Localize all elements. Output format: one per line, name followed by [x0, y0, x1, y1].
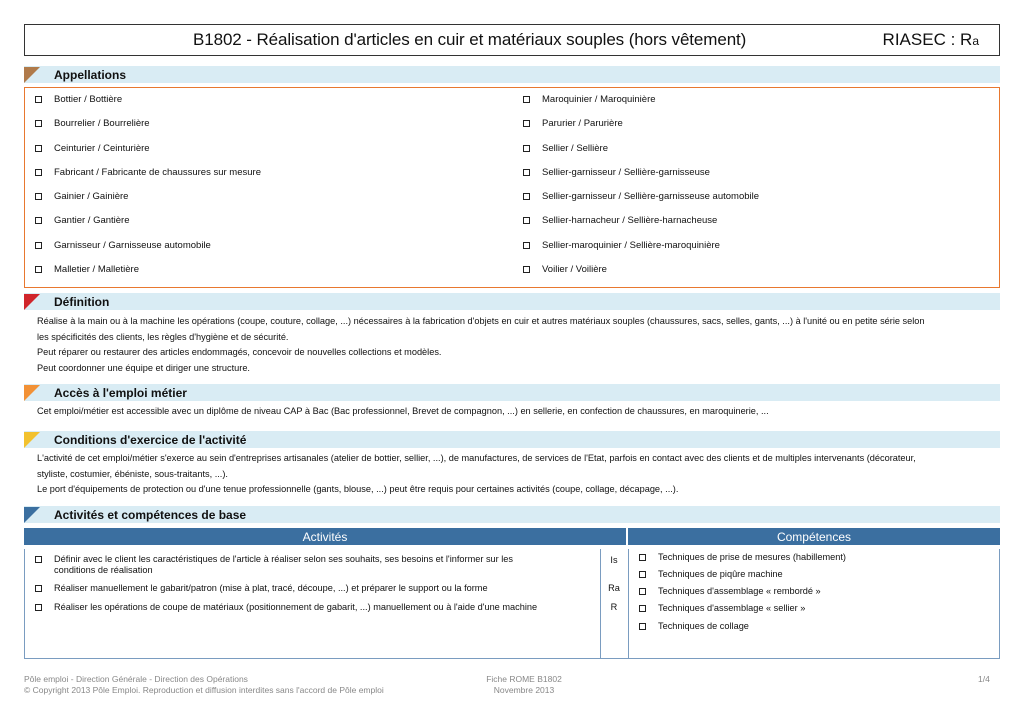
- footer-middle: [478, 674, 570, 696]
- appellation-label: Malletier / Malletière: [54, 264, 139, 276]
- appellation-label: Bourrelier / Bourrelière: [54, 118, 150, 130]
- checkbox-icon: [35, 266, 42, 273]
- section-conditions: [24, 431, 1000, 448]
- column-header-competences: Compétences: [628, 528, 1000, 545]
- appellation-item: [35, 167, 261, 191]
- flag-icon: [24, 507, 40, 523]
- flag-icon: [24, 385, 40, 401]
- appellation-item: [35, 191, 261, 215]
- activity-text: Réaliser manuellement le gabarit/patron (mise à plat, tracé, découpe, ...) et préparer le support ou la forme: [54, 583, 488, 593]
- footer-left: [24, 674, 384, 696]
- competence-text: Techniques de prise de mesures (habillement): [658, 552, 846, 562]
- title-box: [24, 24, 1000, 56]
- section-appellations: [24, 66, 1000, 83]
- appellation-item: [35, 215, 261, 239]
- checkbox-icon: [35, 96, 42, 103]
- competence-item: [639, 603, 805, 613]
- conditions-text: [37, 451, 987, 498]
- competence-item: [639, 569, 783, 579]
- definition-line: Réalise à la main ou à la machine les opérations (coupe, couture, collage, ...) nécessaires à la fabrication d'objets en cuir et autres matériaux souples (chaussures, sacs, selles, gants, ...) à l'unité ou en petite série selon: [37, 316, 925, 326]
- competence-text: Techniques d'assemblage « rembordé »: [658, 586, 821, 596]
- acces-line: Cet emploi/métier est accessible avec un diplôme de niveau CAP à Bac (Bac professionnel, Brevet de compagnon, ...) en sellerie, en confection de chaussures, en maroquinerie, ...: [37, 406, 769, 416]
- section-title: Conditions d'exercice de l'activité: [54, 432, 247, 447]
- page-title: B1802 - Réalisation d'articles en cuir et matériaux souples (hors vêtement): [193, 30, 747, 49]
- activities-table-body: [24, 549, 1000, 659]
- activity-text-cont: conditions de réalisation: [54, 565, 153, 575]
- checkbox-icon: [35, 193, 42, 200]
- appellation-label: Sellier-maroquinier / Sellière-maroquinière: [542, 239, 720, 251]
- section-acces: [24, 384, 1000, 401]
- riasec-code: [883, 30, 979, 50]
- activity-item: [35, 554, 575, 576]
- riasec-badge: Ra: [608, 583, 620, 593]
- column-header-activites: Activités: [24, 528, 626, 545]
- checkbox-icon: [35, 556, 42, 563]
- activity-text: Réaliser les opérations de coupe de matériaux (positionnement de gabarit, ...) manuellement ou à l'aide d'une machine: [54, 602, 538, 612]
- appellation-item: [35, 118, 261, 142]
- checkbox-icon: [523, 266, 530, 273]
- riasec-badge: R: [610, 602, 618, 612]
- competence-text: Techniques de piqûre machine: [658, 569, 783, 579]
- appellation-item: [523, 191, 759, 215]
- appellation-item: [35, 264, 261, 288]
- appellation-item: [35, 143, 261, 167]
- checkbox-icon: [35, 120, 42, 127]
- section-definition: [24, 293, 1000, 310]
- definition-line: les spécificités des clients, les règles d'hygiène et de sécurité.: [37, 331, 289, 342]
- checkbox-icon: [639, 605, 646, 612]
- section-title: Appellations: [54, 67, 127, 82]
- activity-item: [35, 602, 595, 613]
- section-title: Activités et compétences de base: [54, 507, 247, 522]
- checkbox-icon: [35, 585, 42, 592]
- appellation-label: Sellier / Sellière: [542, 142, 608, 154]
- appellation-label: Bottier / Bottière: [54, 94, 123, 105]
- activity-item: [35, 583, 575, 594]
- checkbox-icon: [523, 217, 530, 224]
- appellation-item: [35, 240, 261, 264]
- appellation-label: Sellier-garnisseur / Sellière-garnisseuse: [542, 166, 710, 178]
- competence-text: Techniques d'assemblage « sellier »: [658, 603, 806, 613]
- competence-item: [639, 552, 846, 562]
- activities-table: [24, 528, 1000, 659]
- definition-text: [37, 314, 987, 376]
- checkbox-icon: [35, 169, 42, 176]
- appellation-label: Maroquinier / Maroquinière: [542, 94, 656, 105]
- checkbox-icon: [523, 242, 530, 249]
- appellations-right-column: [523, 94, 759, 288]
- checkbox-icon: [523, 145, 530, 152]
- competence-text: Techniques de collage: [658, 621, 749, 631]
- appellation-item: [523, 215, 759, 239]
- appellation-item: [523, 240, 759, 264]
- checkbox-icon: [35, 145, 42, 152]
- appellation-item: [523, 94, 759, 118]
- appellations-left-column: [35, 94, 261, 288]
- checkbox-icon: [639, 588, 646, 595]
- checkbox-icon: [639, 623, 646, 630]
- appellation-item: [523, 118, 759, 142]
- appellation-item: [523, 167, 759, 191]
- footer-copyright: © Copyright 2013 Pôle Emploi. Reproduction et diffusion interdites sans l'accord de Pôle emploi: [24, 685, 384, 695]
- checkbox-icon: [35, 242, 42, 249]
- appellation-label: Parurier / Parurière: [542, 118, 623, 130]
- appellation-label: Voilier / Voilière: [542, 264, 607, 276]
- appellation-label: Gainier / Gainière: [54, 191, 129, 203]
- checkbox-icon: [523, 193, 530, 200]
- appellation-label: Sellier-garnisseur / Sellière-garnisseuse automobile: [542, 191, 760, 203]
- riasec-label: RIASEC :: [882, 30, 956, 49]
- checkbox-icon: [35, 604, 42, 611]
- appellation-label: Sellier-harnacheur / Sellière-harnacheuse: [542, 215, 718, 227]
- appellation-label: Gantier / Gantière: [54, 215, 130, 227]
- appellation-item: [523, 264, 759, 288]
- checkbox-icon: [35, 217, 42, 224]
- appellation-item: [35, 94, 261, 118]
- footer-org: Pôle emploi - Direction Générale - Direction des Opérations: [24, 674, 248, 684]
- appellation-label: Fabricant / Fabricante de chaussures sur mesure: [54, 166, 261, 178]
- acces-text: [37, 404, 987, 420]
- appellation-label: Garnisseur / Garnisseuse automobile: [54, 239, 211, 251]
- page-number: 1/4: [978, 674, 990, 684]
- definition-line: Peut réparer ou restaurer des articles endommagés, concevoir de nouvelles collections et modèles.: [37, 347, 442, 357]
- checkbox-icon: [523, 96, 530, 103]
- definition-line: Peut coordonner une équipe et diriger une structure.: [37, 362, 250, 373]
- appellation-label: Ceinturier / Ceinturière: [54, 142, 150, 154]
- section-title: Définition: [54, 294, 110, 309]
- riasec-badge: Is: [610, 555, 618, 565]
- competence-item: [639, 621, 749, 631]
- checkbox-icon: [639, 554, 646, 561]
- conditions-line: styliste, costumier, ébéniste, sous-traitants, ...).: [37, 468, 228, 479]
- conditions-line: Le port d'équipements de protection ou d'une tenue professionnelle (gants, blouse, ...) peut être requis pour certaines activités (coupe, collage, décapage, ...).: [37, 484, 679, 494]
- appellation-item: [523, 143, 759, 167]
- section-title: Accès à l'emploi métier: [54, 385, 187, 400]
- flag-icon: [24, 67, 40, 83]
- conditions-line: L'activité de cet emploi/métier s'exerce au sein d'entreprises artisanales (atelier de bottier, sellier, ...), de manufactures, de services de l'Etat, parfois en contact avec des clients et de multiples intervenants (décorateur,: [37, 453, 916, 463]
- activity-text: Définir avec le client les caractéristiques de l'article à réaliser selon ses souhaits, ses besoins et l'informer sur les: [54, 554, 513, 564]
- riasec-minor: a: [972, 34, 979, 48]
- checkbox-icon: [523, 120, 530, 127]
- footer-date: Novembre 2013: [493, 685, 555, 695]
- checkbox-icon: [639, 571, 646, 578]
- competence-item: [639, 586, 821, 596]
- flag-icon: [24, 294, 40, 310]
- section-activites: [24, 506, 1000, 523]
- footer-fiche: Fiche ROME B1802: [486, 674, 562, 684]
- flag-icon: [24, 432, 40, 448]
- checkbox-icon: [523, 169, 530, 176]
- appellations-box: [24, 87, 1000, 288]
- riasec-major: R: [960, 30, 973, 49]
